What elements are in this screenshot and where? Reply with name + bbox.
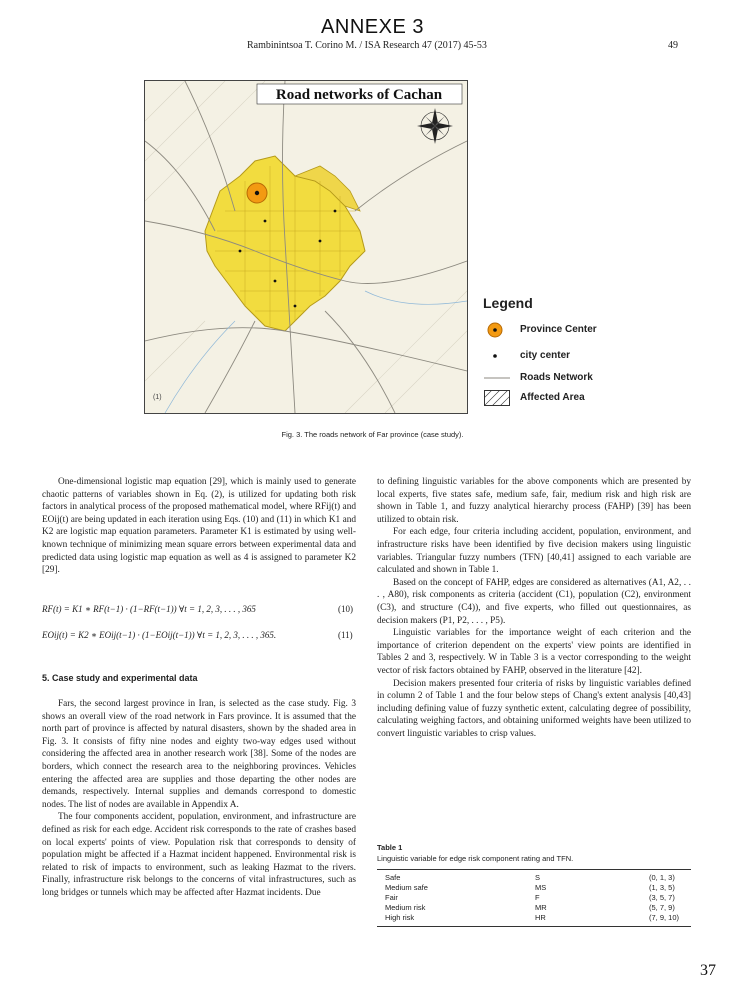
paragraph: One-dimensional logistic map equation [29], which is mainly used to generate chaotic patterns of variables shown in Eq. (2), is utilized for updating both risk factors in analytical process of the proposed mathematical model, where RFij(t) and EOij(t) are being updated in each iteration using Eqs. (10) and (11) in which K1 and K2 are logistic map equation parameters. Parameter K1 is estimated by using well-known technique of minimizing mean square errors between experimental data and predicted data using logistic map equation as well as 4 is assigned to parameter K2 [29]. — [42, 477, 356, 576]
road-line-icon — [484, 370, 510, 386]
table-row: Medium safe MS (1, 3, 5) — [385, 883, 675, 892]
paragraph: Linguistic variables for the importance weight of each criterion and the importance of criterion dependent on the experts' view points are identified in Tables 2 and 3, respectively. W in Table 3 is a vector corresponding to the weight vector of risk factors obtained by FAHP, observed in the literature [42]. — [377, 628, 691, 676]
left-column — [42, 476, 356, 577]
paragraph: For each edge, four criteria including accident, population, environment, and infrastructure risks have been identified by five decision makers using linguistic variables. Triangular fuzzy numbers (TFN) [40,41] assigned to each variable are calculated and shown in Table 1. — [377, 527, 691, 576]
paragraph: Decision makers presented four criteria of risks by linguistic variables defined in column 2 of Table 1 and the four below steps of Chang's extent analysis [40,43] including defining value of fuzzy synthetic extent, calculating degree of possibility, calculating weighing factors, and obtaining uniformed weights have been utilized to convert linguistic variables to crisp values. — [377, 678, 691, 739]
running-head: Rambinintsoa T. Corino M. / ISA Research 47 (2017) 45-53 — [247, 40, 487, 51]
map-title: Road networks of Cachan — [275, 87, 443, 103]
equation-10-number: (10) — [338, 604, 353, 614]
map-drawing — [145, 81, 467, 413]
legend-title: Legend — [483, 295, 533, 311]
hatched-area-icon — [484, 390, 510, 406]
table-title: Table 1 — [377, 843, 403, 852]
paragraph: Based on the concept of FAHP, edges are considered as alternatives (A1, A2, . . . , A80), risk components as criteria (accident (C1), population (C2), environment (C3), and structure (C4)), and five experts, who filled out questionnaires, as decision makers (P1, P2, . . . , P5). — [377, 577, 691, 626]
equation-11: EOij(t) = K2 ∗ EOij(t−1) · (1−EOij(t−1)) ∀t = 1, 2, 3, . . . , 365. — [42, 630, 277, 640]
table-row: Fair F (3, 5, 7) — [385, 893, 675, 902]
table-caption: Linguistic variable for edge risk component rating and TFN. — [377, 854, 574, 863]
paragraph: Fars, the second largest province in Iran, is selected as the case study. Fig. 3 shows an overall view of the road network in Fars province. It is assumed that the north part of province is affected by natural disasters, shown by the shaded area in Fig. 3. It consists of fifty nine nodes and eighty two-way edges used without considering the affected area in another research work [38]. Some of the nodes are borders, which connect the research area to the neighboring provinces. Vehicles entering the affected area are supplies and those departing the other nodes are demands, respectively. Internal supplies and demands correspond to domestic nodes. The list of nodes are available in Appendix A. — [42, 699, 356, 810]
road-network-map — [144, 80, 468, 414]
equation-10: RF(t) = K1 ∗ RF(t−1) · (1−RF(t−1)) ∀t = 1, 2, 3, . . . , 365 — [42, 604, 256, 614]
equation-11-number: (11) — [338, 630, 353, 640]
page-number: 37 — [700, 962, 716, 979]
section-heading: 5. Case study and experimental data — [42, 673, 198, 683]
province-center-icon — [484, 322, 510, 338]
journal-page-number: 49 — [668, 40, 678, 51]
map-corner-label: (1) — [153, 394, 162, 401]
paragraph: to defining linguistic variables for the above components which are presented by local experts, five states safe, medium safe, fair, medium risk and high risk are shown in Table 1, and fuzzy analytical hierarchy process (FAHP) [39] has been utilized to obtain risk. — [377, 477, 691, 525]
right-column — [377, 476, 691, 740]
table-row: High risk HR (7, 9, 10) — [385, 913, 680, 922]
paragraph: The four components accident, population, environment, and infrastructure are defined as risk for each edge. Accident risk corresponds to the rate of crashes based on local experts' points of view. Population risk that corresponds to density of population might be affected if a Hazmat incident happened. Environmental risk is related to risk of impacts to environment, such as leaking Hazmat to the rivers. Finally, infrastructure risk belongs to the concerns of vital infrastructures, such as long bridges or tunnels which may be affected after Hazmat incidents. Due — [42, 812, 356, 898]
table-row: Safe S (0, 1, 3) — [385, 873, 675, 882]
left-column-body — [42, 698, 356, 900]
figure-caption: Fig. 3. The roads network of Far province (case study). — [281, 430, 464, 439]
city-center-icon — [484, 348, 510, 364]
annexe-label: ANNEXE 3 — [321, 16, 424, 38]
table-1 — [377, 869, 691, 927]
table-row: Medium risk MR (5, 7, 9) — [385, 903, 675, 912]
